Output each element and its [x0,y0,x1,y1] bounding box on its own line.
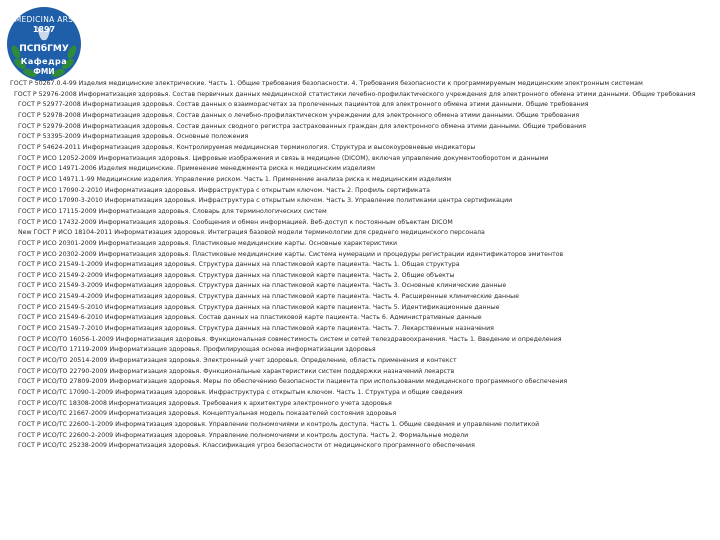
standard-item: ГОСТ Р ИСО/ТС 25238-2009 Информатизация здоровья. Классификация угроз безопасности от медицинского программного обеспечения [18,442,475,450]
standard-item: ГОСТ Р ИСО/ТС 18308-2008 Информатизация здоровья. Требования к архитектуре электронного учета здоровья [18,399,392,407]
standard-item: ГОСТ Р ИСО 14971-2006 Изделия медицинские. Применение менеджмента риска к медицинским изделиям [18,165,376,173]
standard-item: ГОСТ Р ИСО 21549-3-2009 Информатизация здоровья. Структура данных на пластиковой карте пациента. Часть 3. Основные клинические данные [18,282,507,290]
standard-item: ГОСТ Р ИСО 17090-2-2010 Информатизация здоровья. Инфраструктура с открытым ключом. Часть 2. Профиль сертификата [18,186,431,194]
standard-item: ГОСТ Р 52979-2008 Информатизация здоровья. Состав данных сводного регистра застрахованных граждан для электронного обмена этими данными. Общие требования [18,122,586,130]
standard-item: ГОСТ Р ИСО/ТО 27809-2009 Информатизация здоровья. Меры по обеспечению безопасности пациента при использовании медицинского программного обеспечения [18,378,568,386]
standard-item: ГОСТ Р ИСО/ТС 22600-1-2009 Информатизация здоровья. Управление полномочиями и контроль доступа. Часть 1. Общие сведения и управление политикой [18,421,540,428]
standard-item: ГОСТ Р ИСО 21549-6-2010 Информатизация здоровья. Состав данных на пластиковой карте пациента. Часть 6. Административные данные [18,314,482,322]
standard-item: ГОСТ Р ИСО/ТС 21667-2009 Информатизация здоровья. Концептуальная модель показателей состояния здоровья [18,410,397,418]
standard-item: ГОСТ Р 52977-2008 Информатизация здоровья. Состав данных о взаиморасчетах за пролеченных пациентов для электронного обмена этими данными. Общие требования [18,101,589,109]
logo-motto: MEDICINA ARS [14,15,74,24]
standard-item: ГОСТ Р ИСО 21549-5-2010 Информатизация здоровья. Структура данных на пластиковой карте пациента. Часть 5. Идентификационные данные [18,303,500,311]
standards-list [6,79,718,452]
standard-item: ГОСТ Р 54624-2011 Информатизация здоровья. Контролируемая медицинская терминология. Структура и высокоуровневые индикаторы [18,143,476,151]
logo-department-abbr: ФМИ [33,67,55,76]
logo-year: 1897 [32,25,56,34]
standard-item: ГОСТ Р 52978-2008 Информатизация здоровья. Состав данных о лечебно-профилактическом учреждении для электронного обмена этими данными. Общие требования [18,111,580,119]
standard-item: ГОСТ Р ИСО/ТО 17119-2009 Информатизация здоровья. Профилирующая основа информатизации здоровья [18,346,376,354]
standard-item: ГОСТ Р ИСО/ТС 17090-1-2009 Информатизация здоровья. Инфраструктура с открытым ключом. Часть 1. Структура и общие сведения [18,389,463,397]
standard-item: ГОСТ Р ИСО/ТО 22790-2009 Информатизация здоровья. Функциональные характеристики систем поддержки назначений лекарств [18,367,455,375]
standard-item: ГОСТ Р ИСО 17090-3-2010 Информатизация здоровья. Инфраструктура с открытым ключом. Часть 3. Управление политиками центра сертификации [18,197,513,205]
standard-item: ГОСТ Р ИСО 21549-2-2009 Информатизация здоровья. Структура данных на пластиковой карте пациента. Часть 2. Общие объекты [18,271,455,279]
standard-item: ГОСТ Р ИСО 17432-2009 Информатизация здоровья. Сообщения и обмен информацией. Веб-доступ к постоянным объектам DICOM [18,218,453,226]
standard-item: ГОСТ Р ИСО/ТО 16056-1-2009 Информатизация здоровья. Функциональная совместимость систем и сетей телездравоохранения. Часть 1. Введение и определения [18,335,562,343]
standard-item: ГОСТ Р 52976-2008 Информатизация здоровья. Состав первичных данных медицинской статистики лечебно-профилактического учреждения для электронного обмена этими данными. Общие требования [14,90,696,98]
university-logo [4,4,84,84]
standard-item: ГОСТ Р ИСО 20302-2009 Информатизация здоровья. Пластиковые медицинские карты. Система нумерации и процедуры регистрации идентификаторов эмитентов [18,250,564,258]
standard-item: ГОСТ Р 53395-2009 Информатизация здоровья. Основные положения [18,133,249,141]
logo-university: ПСПбГМУ [19,44,69,54]
standard-item: ГОСТ Р ИСО 20301-2009 Информатизация здоровья. Пластиковые медицинские карты. Основные характеристики [18,239,398,247]
standard-item: ГОСТ Р ИСО 21549-7-2010 Информатизация здоровья. Структура данных на пластиковой карте пациента. Часть 7. Лекарственные назначения [18,325,494,333]
standard-item: ГОСТ Р ИСО 17115-2009 Информатизация здоровья. Словарь для терминологических систем [18,207,327,215]
logo-department: Кафедра [20,57,68,66]
standard-item: ГОСТ Р ИСО 12052-2009 Информатизация здоровья. Цифровые изображения и связь в медицине (DICOM), включая управление документооборотом и данными [18,154,549,162]
standard-item: ГОСТ Р ИСО/ТО 20514-2009 Информатизация здоровья. Электронный учет здоровья. Определение, область применения и контекст [18,357,457,365]
standard-item: ГОСТ Р ИСО 21549-1-2009 Информатизация здоровья. Структура данных на пластиковой карте пациента. Часть 1. Общая структура [18,261,460,269]
standard-item: ГОСТ Р ИСО/ТС 22600-2-2009 Информатизация здоровья. Управление полномочиями и контроль доступа. Часть 2. Формальные модели [18,431,469,439]
standard-item: New ГОСТ Р ИСО 18104-2011 Информатизация здоровья. Интеграция базовой модели терминологии для среднего медицинского персонала [18,229,485,237]
standard-item: ГОСТ Р ИСО 14971.1-99 Медицинские изделия. Управление риском. Часть 1. Применение анализа риска к медицинским изделиям [18,175,452,183]
standard-item: ГОСТ Р ИСО 21549-4-2009 Информатизация здоровья. Структура данных на пластиковой карте пациента. Часть 4. Расширенные клинические данные [18,293,519,301]
standard-item: ГОСТ Р 50267.0.4-99 Изделия медицинские электрические. Часть 1. Общие требования безопасности. 4. Требования безопасности к программируемым медицинским электронным системам [10,80,643,87]
